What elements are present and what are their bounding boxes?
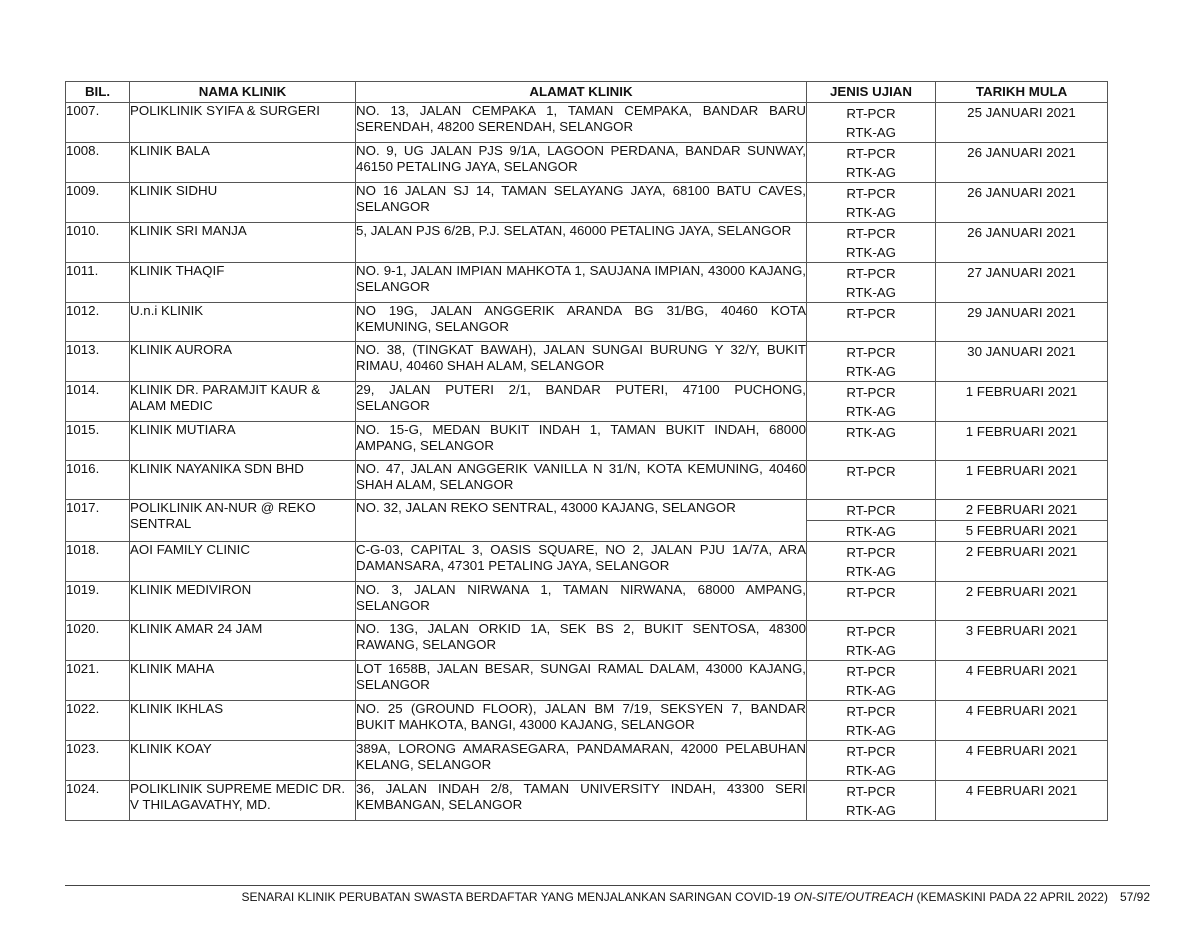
cell-jenis-ujian	[807, 521, 936, 542]
cell-nama-klinik: KLINIK BALA	[130, 143, 356, 183]
cell-jenis-ujian	[807, 183, 936, 223]
cell-tarikh-mula	[936, 382, 1108, 422]
cell-nama-klinik: KLINIK SRI MANJA	[130, 223, 356, 263]
cell-alamat-klinik: NO. 32, JALAN REKO SENTRAL, 43000 KAJANG, SELANGOR	[356, 500, 807, 542]
cell-nama-klinik: POLIKLINIK SUPREME MEDIC DR. V THILAGAVATHY, MD.	[130, 781, 356, 821]
cell-alamat-klinik: NO. 38, (TINGKAT BAWAH), JALAN SUNGAI BURUNG Y 32/Y, BUKIT RIMAU, 40460 SHAH ALAM, SELANGOR	[356, 342, 807, 382]
cell-jenis-ujian	[807, 382, 936, 422]
cell-tarikh-mula	[936, 661, 1108, 701]
table-row	[66, 500, 1108, 521]
table-row	[66, 781, 1108, 821]
jenis-ujian-item: RT-PCR	[846, 306, 896, 321]
cell-nama-klinik: POLIKLINIK SYIFA & SURGERI	[130, 103, 356, 143]
tarikh-mula-value: 1 FEBRUARI 2021	[965, 384, 1078, 399]
cell-bil: 1019.	[66, 582, 130, 621]
cell-tarikh-mula	[936, 741, 1108, 781]
jenis-ujian-item: RTK-AG	[846, 165, 896, 180]
tarikh-mula-value: 2 FEBRUARI 2021	[965, 502, 1078, 517]
table-row	[66, 701, 1108, 741]
jenis-ujian-item: RTK-AG	[846, 564, 896, 579]
cell-tarikh-mula	[936, 582, 1108, 621]
cell-alamat-klinik: 36, JALAN INDAH 2/8, TAMAN UNIVERSITY INDAH, 43300 SERI KEMBANGAN, SELANGOR	[356, 781, 807, 821]
tarikh-mula-value: 2 FEBRUARI 2021	[965, 584, 1078, 599]
cell-bil: 1015.	[66, 422, 130, 461]
cell-nama-klinik: KLINIK MAHA	[130, 661, 356, 701]
jenis-ujian-item: RT-PCR	[846, 664, 896, 679]
cell-alamat-klinik: NO. 25 (GROUND FLOOR), JALAN BM 7/19, SEKSYEN 7, BANDAR BUKIT MAHKOTA, BANGI, 43000 KAJANG, SELANGOR	[356, 701, 807, 741]
cell-bil: 1017.	[66, 500, 130, 542]
jenis-ujian-item: RTK-AG	[846, 245, 896, 260]
jenis-ujian-item: RTK-AG	[846, 404, 896, 419]
cell-jenis-ujian	[807, 781, 936, 821]
cell-jenis-ujian	[807, 263, 936, 303]
cell-bil: 1012.	[66, 303, 130, 342]
jenis-ujian-item: RTK-AG	[846, 723, 896, 738]
cell-alamat-klinik: NO. 9, UG JALAN PJS 9/1A, LAGOON PERDANA, BANDAR SUNWAY, 46150 PETALING JAYA, SELANGOR	[356, 143, 807, 183]
footer-title: SENARAI KLINIK PERUBATAN SWASTA BERDAFTAR YANG MENJALANKAN SARINGAN COVID-19	[241, 890, 794, 904]
footer-divider	[65, 885, 1150, 886]
jenis-ujian-item: RTK-AG	[846, 763, 896, 778]
cell-bil: 1007.	[66, 103, 130, 143]
cell-nama-klinik: KLINIK IKHLAS	[130, 701, 356, 741]
cell-bil: 1011.	[66, 263, 130, 303]
cell-tarikh-mula	[936, 521, 1108, 542]
header-alamat-klinik: ALAMAT KLINIK	[356, 82, 807, 103]
cell-nama-klinik: POLIKLINIK AN-NUR @ REKO SENTRAL	[130, 500, 356, 542]
cell-alamat-klinik: NO. 13, JALAN CEMPAKA 1, TAMAN CEMPAKA, BANDAR BARU SERENDAH, 48200 SERENDAH, SELANGOR	[356, 103, 807, 143]
cell-tarikh-mula	[936, 500, 1108, 521]
cell-nama-klinik: KLINIK SIDHU	[130, 183, 356, 223]
cell-tarikh-mula	[936, 542, 1108, 582]
jenis-ujian-item: RT-PCR	[846, 585, 896, 600]
jenis-ujian-item: RTK-AG	[846, 285, 896, 300]
cell-nama-klinik: KLINIK NAYANIKA SDN BHD	[130, 461, 356, 500]
tarikh-mula-value: 1 FEBRUARI 2021	[965, 463, 1078, 478]
cell-alamat-klinik: 389A, LORONG AMARASEGARA, PANDAMARAN, 42000 PELABUHAN KELANG, SELANGOR	[356, 741, 807, 781]
table-row	[66, 103, 1108, 143]
cell-bil: 1009.	[66, 183, 130, 223]
cell-bil: 1023.	[66, 741, 130, 781]
cell-bil: 1016.	[66, 461, 130, 500]
table-row	[66, 382, 1108, 422]
cell-tarikh-mula	[936, 342, 1108, 382]
cell-alamat-klinik: NO. 13G, JALAN ORKID 1A, SEK BS 2, BUKIT SENTOSA, 48300 RAWANG, SELANGOR	[356, 621, 807, 661]
header-jenis-ujian: JENIS UJIAN	[807, 82, 936, 103]
table-header-row	[66, 82, 1108, 103]
cell-jenis-ujian	[807, 342, 936, 382]
cell-tarikh-mula	[936, 263, 1108, 303]
cell-alamat-klinik: NO. 3, JALAN NIRWANA 1, TAMAN NIRWANA, 68000 AMPANG, SELANGOR	[356, 582, 807, 621]
jenis-ujian-item: RT-PCR	[846, 624, 896, 639]
jenis-ujian-item: RT-PCR	[846, 186, 896, 201]
footer-title-italic: ON-SITE/OUTREACH	[793, 890, 914, 904]
cell-jenis-ujian	[807, 143, 936, 183]
cell-tarikh-mula	[936, 223, 1108, 263]
cell-jenis-ujian	[807, 500, 936, 521]
tarikh-mula-value: 26 JANUARI 2021	[967, 185, 1076, 200]
tarikh-mula-value: 26 JANUARI 2021	[967, 225, 1076, 240]
jenis-ujian-item: RT-PCR	[846, 266, 896, 281]
table-row	[66, 741, 1108, 781]
cell-jenis-ujian	[807, 223, 936, 263]
cell-alamat-klinik: 5, JALAN PJS 6/2B, P.J. SELATAN, 46000 PETALING JAYA, SELANGOR	[356, 223, 807, 263]
table-row	[66, 621, 1108, 661]
table-row	[66, 342, 1108, 382]
jenis-ujian-item: RT-PCR	[846, 464, 896, 479]
cell-tarikh-mula	[936, 621, 1108, 661]
tarikh-mula-value: 4 FEBRUARI 2021	[965, 743, 1078, 758]
clinic-table	[65, 81, 1108, 821]
jenis-ujian-item: RT-PCR	[846, 345, 896, 360]
header-nama-klinik: NAMA KLINIK	[130, 82, 356, 103]
cell-bil: 1024.	[66, 781, 130, 821]
cell-nama-klinik: U.n.i KLINIK	[130, 303, 356, 342]
page-number: 57/92	[1119, 890, 1150, 904]
cell-tarikh-mula	[936, 103, 1108, 143]
cell-tarikh-mula	[936, 143, 1108, 183]
cell-jenis-ujian	[807, 621, 936, 661]
cell-alamat-klinik: LOT 1658B, JALAN BESAR, SUNGAI RAMAL DALAM, 43000 KAJANG, SELANGOR	[356, 661, 807, 701]
table-row	[66, 582, 1108, 621]
tarikh-mula-value: 3 FEBRUARI 2021	[965, 623, 1078, 638]
cell-bil: 1021.	[66, 661, 130, 701]
jenis-ujian-item: RTK-AG	[846, 683, 896, 698]
cell-jenis-ujian	[807, 661, 936, 701]
jenis-ujian-item: RTK-AG	[846, 643, 896, 658]
cell-alamat-klinik: NO 16 JALAN SJ 14, TAMAN SELAYANG JAYA, 68100 BATU CAVES, SELANGOR	[356, 183, 807, 223]
header-bil: BIL.	[66, 82, 130, 103]
cell-alamat-klinik: NO. 15-G, MEDAN BUKIT INDAH 1, TAMAN BUKIT INDAH, 68000 AMPANG, SELANGOR	[356, 422, 807, 461]
table-row	[66, 143, 1108, 183]
cell-nama-klinik: KLINIK KOAY	[130, 741, 356, 781]
cell-tarikh-mula	[936, 461, 1108, 500]
cell-bil: 1022.	[66, 701, 130, 741]
cell-jenis-ujian	[807, 582, 936, 621]
tarikh-mula-value: 29 JANUARI 2021	[967, 305, 1076, 320]
cell-bil: 1014.	[66, 382, 130, 422]
jenis-ujian-item: RT-PCR	[846, 146, 896, 161]
jenis-ujian-item: RT-PCR	[846, 385, 896, 400]
table-row	[66, 661, 1108, 701]
tarikh-mula-value: 26 JANUARI 2021	[967, 145, 1076, 160]
table-row	[66, 422, 1108, 461]
jenis-ujian-item: RTK-AG	[846, 524, 896, 539]
cell-alamat-klinik: C-G-03, CAPITAL 3, OASIS SQUARE, NO 2, JALAN PJU 1A/7A, ARA DAMANSARA, 47301 PETALING JAYA, SELANGOR	[356, 542, 807, 582]
tarikh-mula-value: 30 JANUARI 2021	[967, 344, 1076, 359]
page-footer	[65, 889, 1150, 905]
cell-tarikh-mula	[936, 183, 1108, 223]
tarikh-mula-value: 4 FEBRUARI 2021	[965, 783, 1078, 798]
cell-nama-klinik: KLINIK MUTIARA	[130, 422, 356, 461]
table-row	[66, 461, 1108, 500]
cell-tarikh-mula	[936, 781, 1108, 821]
table-row	[66, 183, 1108, 223]
cell-jenis-ujian	[807, 303, 936, 342]
cell-jenis-ujian	[807, 542, 936, 582]
table-row	[66, 542, 1108, 582]
jenis-ujian-item: RTK-AG	[846, 803, 896, 818]
cell-alamat-klinik: NO. 9-1, JALAN IMPIAN MAHKOTA 1, SAUJANA IMPIAN, 43000 KAJANG, SELANGOR	[356, 263, 807, 303]
jenis-ujian-item: RT-PCR	[846, 784, 896, 799]
cell-tarikh-mula	[936, 701, 1108, 741]
table-row	[66, 223, 1108, 263]
cell-bil: 1018.	[66, 542, 130, 582]
jenis-ujian-item: RT-PCR	[846, 106, 896, 121]
table-row	[66, 303, 1108, 342]
tarikh-mula-value: 27 JANUARI 2021	[967, 265, 1076, 280]
cell-tarikh-mula	[936, 303, 1108, 342]
cell-nama-klinik: KLINIK DR. PARAMJIT KAUR & ALAM MEDIC	[130, 382, 356, 422]
table-row	[66, 263, 1108, 303]
jenis-ujian-item: RTK-AG	[846, 125, 896, 140]
cell-bil: 1010.	[66, 223, 130, 263]
jenis-ujian-item: RT-PCR	[846, 226, 896, 241]
cell-jenis-ujian	[807, 422, 936, 461]
jenis-ujian-item: RT-PCR	[846, 744, 896, 759]
cell-alamat-klinik: 29, JALAN PUTERI 2/1, BANDAR PUTERI, 47100 PUCHONG, SELANGOR	[356, 382, 807, 422]
jenis-ujian-item: RTK-AG	[846, 364, 896, 379]
cell-tarikh-mula	[936, 422, 1108, 461]
tarikh-mula-value: 2 FEBRUARI 2021	[965, 544, 1078, 559]
jenis-ujian-item: RTK-AG	[846, 425, 896, 440]
tarikh-mula-value: 5 FEBRUARI 2021	[965, 523, 1078, 538]
cell-bil: 1008.	[66, 143, 130, 183]
tarikh-mula-value: 25 JANUARI 2021	[967, 105, 1076, 120]
jenis-ujian-item: RT-PCR	[846, 545, 896, 560]
cell-nama-klinik: AOI FAMILY CLINIC	[130, 542, 356, 582]
cell-jenis-ujian	[807, 103, 936, 143]
jenis-ujian-item: RT-PCR	[846, 503, 896, 518]
tarikh-mula-value: 4 FEBRUARI 2021	[965, 663, 1078, 678]
cell-alamat-klinik: NO. 47, JALAN ANGGERIK VANILLA N 31/N, KOTA KEMUNING, 40460 SHAH ALAM, SELANGOR	[356, 461, 807, 500]
cell-jenis-ujian	[807, 701, 936, 741]
cell-nama-klinik: KLINIK THAQIF	[130, 263, 356, 303]
header-tarikh-mula: TARIKH MULA	[936, 82, 1108, 103]
cell-alamat-klinik: NO 19G, JALAN ANGGERIK ARANDA BG 31/BG, 40460 KOTA KEMUNING, SELANGOR	[356, 303, 807, 342]
cell-bil: 1013.	[66, 342, 130, 382]
cell-nama-klinik: KLINIK MEDIVIRON	[130, 582, 356, 621]
cell-jenis-ujian	[807, 461, 936, 500]
cell-jenis-ujian	[807, 741, 936, 781]
jenis-ujian-item: RT-PCR	[846, 704, 896, 719]
cell-bil: 1020.	[66, 621, 130, 661]
footer-title-date: (KEMASKINI PADA 22 APRIL 2022)	[913, 890, 1108, 904]
tarikh-mula-value: 4 FEBRUARI 2021	[965, 703, 1078, 718]
tarikh-mula-value: 1 FEBRUARI 2021	[965, 424, 1078, 439]
cell-nama-klinik: KLINIK AURORA	[130, 342, 356, 382]
jenis-ujian-item: RTK-AG	[846, 205, 896, 220]
cell-nama-klinik: KLINIK AMAR 24 JAM	[130, 621, 356, 661]
